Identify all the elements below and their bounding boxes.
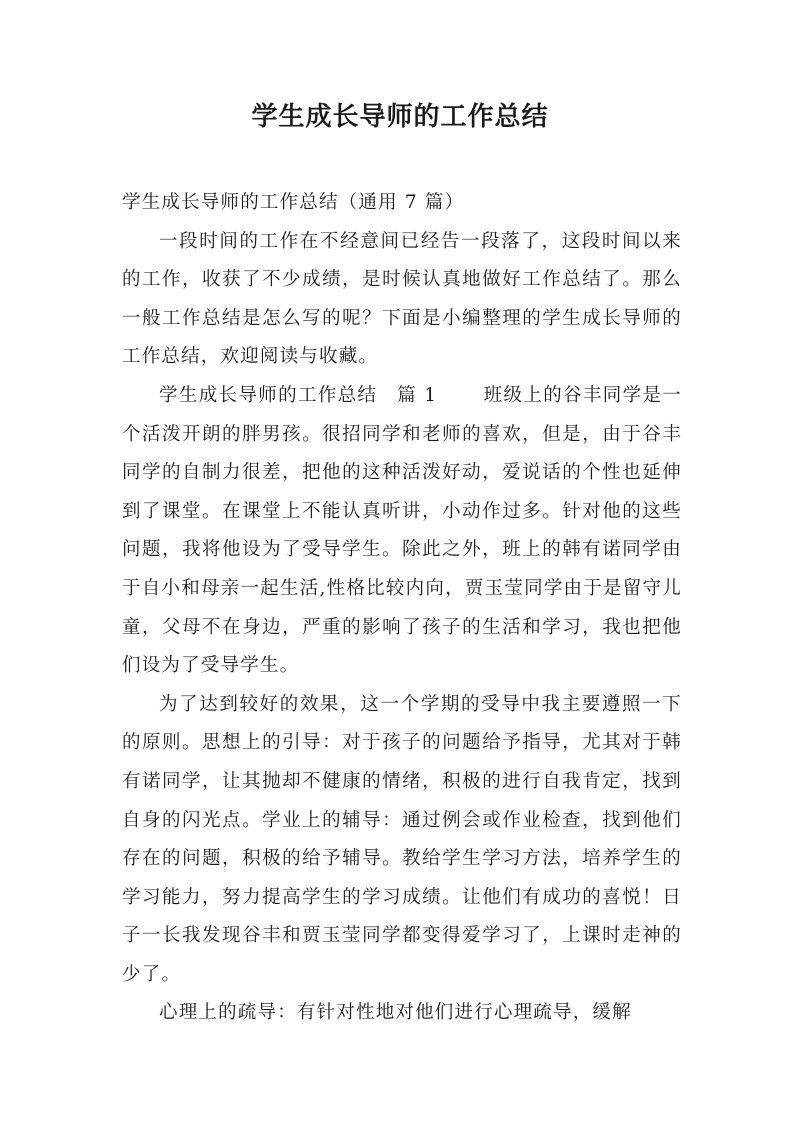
section1-paragraph <box>122 377 682 686</box>
document-subtitle: 学生成长导师的工作总结（通用 7 篇） <box>122 192 465 213</box>
psychology-paragraph: 心理上的疏导：有针对性地对他们进行心理疏导，缓解 <box>159 1002 632 1024</box>
section1-body: 班级上的谷丰同学是一个活泼开朗的胖男孩。很招同学和老师的喜欢，但是，由于谷丰同学的自制力很差，把他的这种活泼好动，爱说话的个性也延伸到了课堂。在课堂上不能认真听讲，小动作过多。针对他的这些问题，我将他设为了受导学生。除此之外，班上的韩有诺同学由于自小和母亲一起生活,性格比较内向，贾玉莹同学由于是留守儿童，父母不在身边，严重的影响了孩子的生活和学习，我也把他们设为了受导学生。 <box>122 384 682 677</box>
principles-paragraph: 为了达到较好的效果，这一个学期的受导中我主要遵照一下的原则。思想上的引导：对于孩子的问题给予指导，尤其对于韩有诺同学，让其抛却不健康的情绪，积极的进行自我肯定，找到自身的闪光点。学业上的辅导：通过例会或作业检查，找到他们存在的问题，积极的给予辅导。教给学生学习方法，培养学生的学习能力，努力提高学生的学习成绩。让他们有成功的喜悦！日子一长我发现谷丰和贾玉莹同学都变得爱学习了，上课时走神的少了。 <box>122 693 682 985</box>
intro-paragraph: 一段时间的工作在不经意间已经告一段落了，这段时间以来的工作，收获了不少成绩，是时候认真地做好工作总结了。那么一般工作总结是怎么写的呢？下面是小编整理的学生成长导师的工作总结，欢迎阅读与收藏。 <box>122 230 682 368</box>
document-body <box>122 184 682 1033</box>
section1-heading: 学生成长导师的工作总结 篇 1 <box>159 384 438 406</box>
page-title: 学生成长导师的工作总结 <box>251 102 549 132</box>
